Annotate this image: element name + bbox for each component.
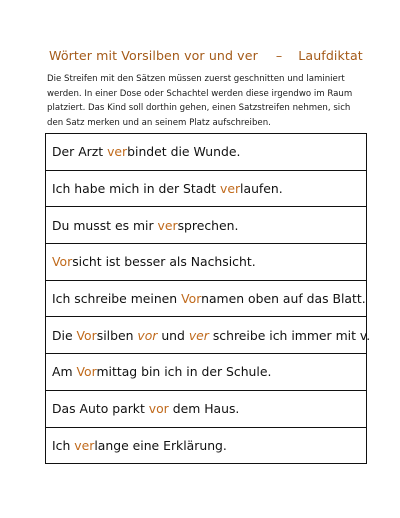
sentence-strip: [46, 390, 367, 427]
sentence-text: sprechen.: [177, 217, 239, 233]
sentence-text: Das Auto parkt: [52, 401, 149, 417]
prefix-highlight: ver: [107, 144, 128, 160]
sentence-row: [46, 427, 367, 464]
sentence-strip: [46, 170, 367, 207]
prefix-highlight: vor: [137, 327, 158, 343]
sentence-strip: [46, 280, 367, 317]
prefix-highlight: Vor: [181, 291, 202, 307]
sentence-text: Ich habe mich in der Stadt: [52, 181, 220, 197]
prefix-highlight: Vor: [52, 254, 73, 270]
title-main: Wörter mit Vorsilben vor und ver: [49, 48, 258, 63]
sentence-strip: [46, 427, 367, 464]
sentence-strip: [46, 317, 371, 354]
prefix-highlight: vor: [148, 401, 169, 417]
sentence-strip: [46, 207, 367, 244]
prefix-highlight: Vor: [76, 327, 97, 343]
sentence-text: lange eine Erklärung.: [94, 437, 227, 453]
sentence-text: sicht ist besser als Nachsicht.: [72, 254, 256, 270]
prefix-highlight: ver: [219, 181, 241, 197]
sentence-row: [46, 390, 367, 427]
sentence-text: dem Haus.: [168, 401, 240, 417]
sentence-row: [46, 170, 367, 207]
sentence-text: Am: [52, 364, 77, 380]
worksheet-title: [49, 48, 379, 63]
instructions-paragraph: Die Streifen mit den Sätzen müssen zuerst geschnitten und laminiert werden. In einer Dose oder Schachtel werden diese irgendwo im Raum platziert. Das Kind soll dorthin gehen, einen Satzstreifen nehmen, sich den Satz merken und an seinem Platz aufschreiben.: [47, 74, 353, 128]
sentence-row: [46, 354, 367, 391]
sentence-strip: [46, 354, 367, 391]
sentence-row: [46, 207, 367, 244]
sentence-row: [46, 280, 367, 317]
sentence-text: Du musst es mir: [52, 217, 158, 233]
prefix-highlight: ver: [157, 217, 178, 233]
title-sub: Laufdiktat: [298, 48, 363, 63]
sentence-text: Die: [52, 327, 77, 343]
sentence-text: mittag bin ich in der Schule.: [96, 364, 272, 380]
prefix-highlight: Vor: [76, 364, 97, 380]
sentence-row: [46, 134, 367, 171]
sentence-text: silben: [96, 327, 138, 343]
sentence-strip: [46, 134, 367, 171]
sentence-text: Ich schreibe meinen: [52, 291, 182, 307]
sentence-row: [46, 244, 367, 281]
sentence-text: Der Arzt: [52, 144, 108, 160]
sentence-strip: [46, 244, 367, 281]
sentence-text: Ich: [52, 437, 75, 453]
sentence-text: und: [157, 327, 189, 343]
sentence-text: bindet die Wunde.: [127, 144, 241, 160]
title-dash: –: [275, 48, 283, 63]
prefix-highlight: ver: [74, 437, 95, 453]
sentence-text: namen oben auf das Blatt.: [201, 291, 366, 307]
prefix-highlight: ver: [188, 327, 209, 343]
sentence-text: schreibe ich immer mit v.: [208, 327, 371, 343]
sentence-strips-body: [46, 134, 371, 464]
sentence-strips-table: [45, 133, 371, 464]
sentence-row: [46, 317, 367, 354]
sentence-text: laufen.: [240, 181, 283, 197]
